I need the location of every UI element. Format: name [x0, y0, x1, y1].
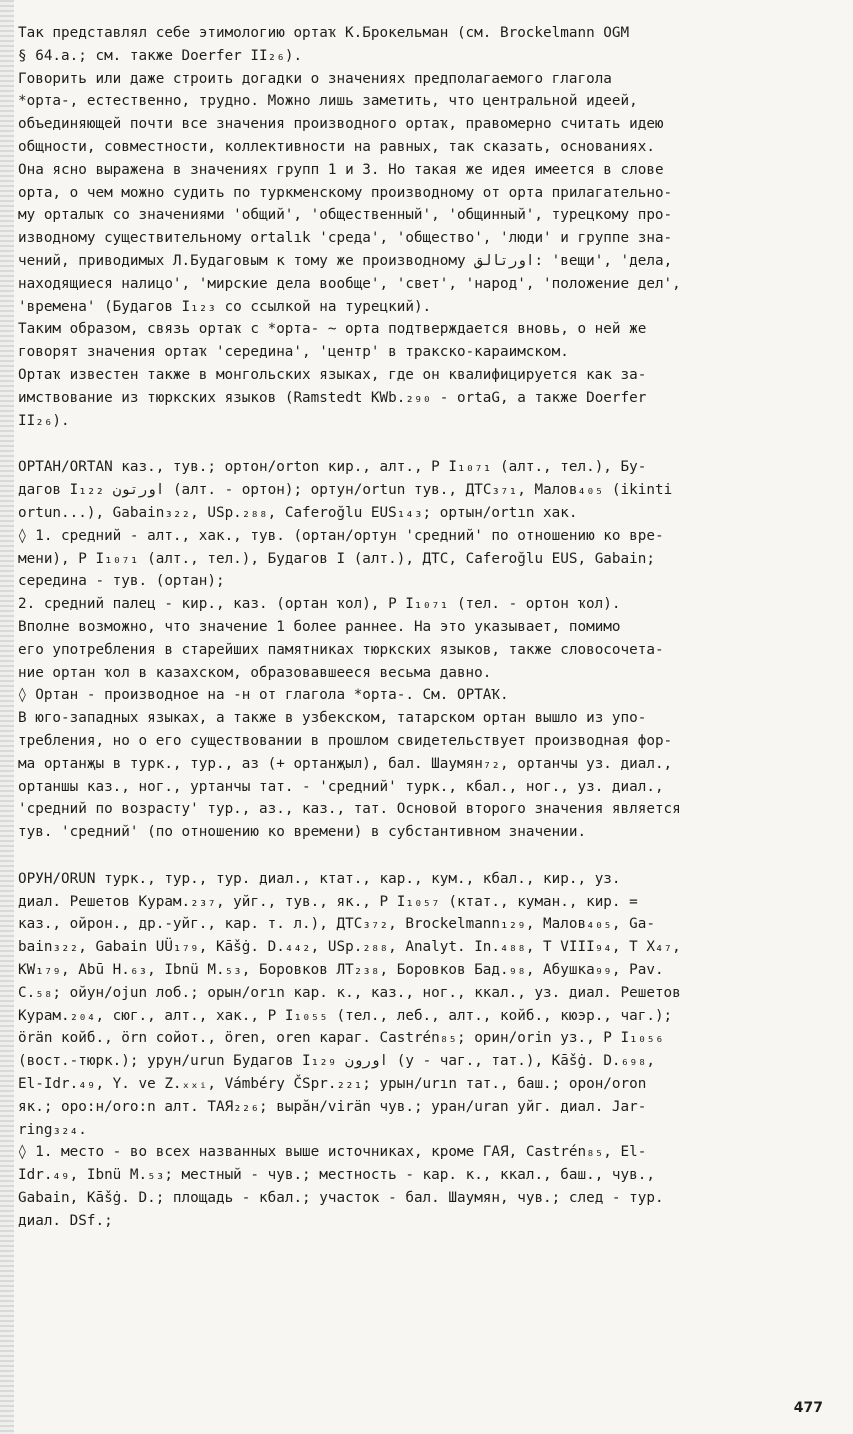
text-line: дагов I₁₂₂ اورتون (алт. - ортон); ортун/ortun тув., ДТС₃₇₁, Малов₄₀₅ (ikinti [18, 482, 673, 499]
text-line: находящиеся налицо', 'мирские дела вообще', 'свет', 'народ', 'положение дел', [18, 275, 681, 292]
section-gap [18, 432, 833, 456]
text-line: В юго-западных языках, а также в узбекском, татарском ортан вышло из упо- [18, 710, 647, 727]
text-line: ◊ 1. место - во всех названных выше источниках, кроме ГАЯ, Castrén₈₅, El- [18, 1144, 647, 1161]
text-line: ние ортан ҡол в казахском, образовавшееся весьма давно. [18, 664, 492, 681]
text-line: общности, совместности, коллективности на равных, так сказать, основаниях. [18, 138, 655, 155]
text-line: имствование из тюркских языков (Ramstedt KWb.₂₉₀ - ortaG, а также Doerfer [18, 389, 647, 406]
text-line: диал. Решетов Курам.₂₃₇, уйг., тув., як., Р I₁₀₅₇ (ктат., куман., кир. = [18, 893, 638, 910]
text-line: объединяющей почти все значения производного ортаҡ, правомерно считать идею [18, 116, 664, 133]
text-line: II₂₆). [18, 412, 70, 429]
text-line: ◊ 1. средний - алт., хак., тув. (ортан/ортун 'средний' по отношению ко вре- [18, 527, 664, 544]
text-line: мени), Р I₁₀₇₁ (алт., тел.), Будагов I (алт.), ДТС, Caferoğlu EUS, Gabain; [18, 550, 655, 567]
entry-block-orun [18, 868, 833, 1233]
text-line: изводному существительному ortalık 'среда', 'общество', 'люди' и группе зна- [18, 230, 673, 247]
text-line: ма ортанҗы в турк., тур., аз (+ ортанҗыл), бал. Шаумян₇₂, ортанчы уз. диал., [18, 755, 673, 772]
text-line: C.₅₈; ойун/ojun лоб.; орын/orın кар. к., каз., ног., ккал., уз. диал. Решетов [18, 984, 681, 1001]
scan-edge-shadow [0, 0, 14, 1434]
text-line: § 64.a.; см. также Doerfer II₂₆). [18, 47, 303, 64]
text-line: örän койб., örn сойот., ören, oren караг. Castrén₈₅; орин/orin уз., Р I₁₀₅₆ [18, 1030, 664, 1047]
section-gap [18, 844, 833, 868]
text-line: орта, о чем можно судить по туркменскому производному от орта прилагательно- [18, 184, 673, 201]
entry-block-ortan [18, 456, 833, 844]
text-line: ОРТАН/ORTAN каз., тув.; ортон/orton кир., алт., Р I₁₀₇₁ (алт., тел.), Бу- [18, 459, 647, 476]
text-line: *орта-, естественно, трудно. Можно лишь заметить, что центральной идеей, [18, 93, 638, 110]
text-line: говорят значения ортаҡ 'середина', 'центр' в тракско-караимском. [18, 344, 569, 361]
text-line: El-Idr.₄₉, Y. ve Z.ₓₓᵢ, Vámbéry ČSpr.₂₂₁; урын/urın тат., баш.; орон/oron [18, 1076, 647, 1093]
text-line: 2. средний палец - кир., каз. (ортан ҡол), Р I₁₀₇₁ (тел. - ортон ҡол). [18, 596, 621, 613]
text-line: ортаншы каз., ног., уртанчы тат. - 'средний' турк., кбал., ног., уз. диал., [18, 778, 664, 795]
text-line: KW₁₇₉, Abū H.₆₃, Ibnü M.₅₃, Боровков ЛТ₂₃₈, Боровков Бад.₉₈, Абушка₉₉, Pav. [18, 962, 664, 979]
text-line: каз., ойрон., др.-уйг., кар. т. л.), ДТС₃₇₂, Brockelmann₁₂₉, Малов₄₀₅, Ga- [18, 916, 655, 933]
text-line: (вост.-тюрк.); урун/urun Будагов I₁₂₉ اورون (у - чаг., тат.), Kāšġ. D.₆₉₈, [18, 1053, 655, 1070]
text-line: чений, приводимых Л.Будаговым к тому же производному اورتالق: 'вещи', 'дела, [18, 252, 673, 269]
text-line: Она ясно выражена в значениях групп 1 и 3. Но такая же идея имеется в слове [18, 161, 664, 178]
text-line: 'времена' (Будагов I₁₂₃ со ссылкой на турецкий). [18, 298, 432, 315]
text-line: Idr.₄₉, Ibnü M.₅₃; местный - чув.; местность - кар. к., ккал., баш., чув., [18, 1167, 655, 1184]
text-line: Таким образом, связь ортаҡ с *орта- ~ орта подтверждается вновь, о ней же [18, 321, 647, 338]
text-line: ◊ Ортан - производное на -н от глагола *орта-. См. ОРТАҠ. [18, 687, 509, 704]
text-line: Так представлял себе этимологию ортаҡ К.Брокельман (см. Brockelmann OGM [18, 25, 630, 41]
text-line: як.; оро:н/oro:n алт. ТАЯ₂₂₆; вырӑн/virän чув.; уран/uran уйг. диал. Jar- [18, 1098, 647, 1115]
text-line: ortun...), Gabain₃₂₂, USp.₂₈₈, Caferoğlu EUS₁₄₃; ортын/ortın хак. [18, 504, 578, 521]
page-text [18, 22, 833, 1233]
text-line: ring₃₂₄. [18, 1121, 87, 1138]
text-line: му орталыҡ со значениями 'общий', 'общественный', 'общинный', турецкому про- [18, 207, 673, 224]
text-line: bain₃₂₂, Gabain UÜ₁₇₉, Kāšġ. D.₄₄₂, USp.₂₈₈, Analyt. In.₄₈₈, T VIII₉₄, T X₄₇, [18, 939, 681, 956]
text-line: его употребления в старейших памятниках тюркских языков, также словосочета- [18, 641, 664, 658]
text-line: Gabain, Kāšġ. D.; площадь - кбал.; участок - бал. Шаумян, чув.; след - тур. [18, 1190, 664, 1207]
text-line: требления, но о его существовании в прошлом свидетельствует производная фор- [18, 732, 673, 749]
text-line: тув. 'средний' (по отношению ко времени) в субстантивном значении. [18, 824, 587, 841]
text-line: диал. DSf.; [18, 1212, 113, 1229]
page-number: 477 [793, 1400, 823, 1416]
text-line: Ортаҡ известен также в монгольских языках, где он квалифицируется как за- [18, 366, 647, 383]
text-line: Говорить или даже строить догадки о значениях предполагаемого глагола [18, 70, 612, 87]
paragraph-block-ortaq-etymology [18, 22, 833, 432]
text-line: Курам.₂₀₄, сюг., алт., хак., Р I₁₀₅₅ (тел., леб., алт., койб., кюэр., чаг.); [18, 1007, 673, 1024]
text-line: середина - тув. (ортан); [18, 573, 225, 590]
text-line: Вполне возможно, что значение 1 более раннее. На это указывает, помимо [18, 618, 621, 635]
text-line: 'средний по возрасту' тур., аз., каз., тат. Основой второго значения является [18, 801, 681, 818]
text-line: ОРУН/ORUN турк., тур., тур. диал., ктат., кар., кум., кбал., кир., уз. [18, 870, 621, 887]
